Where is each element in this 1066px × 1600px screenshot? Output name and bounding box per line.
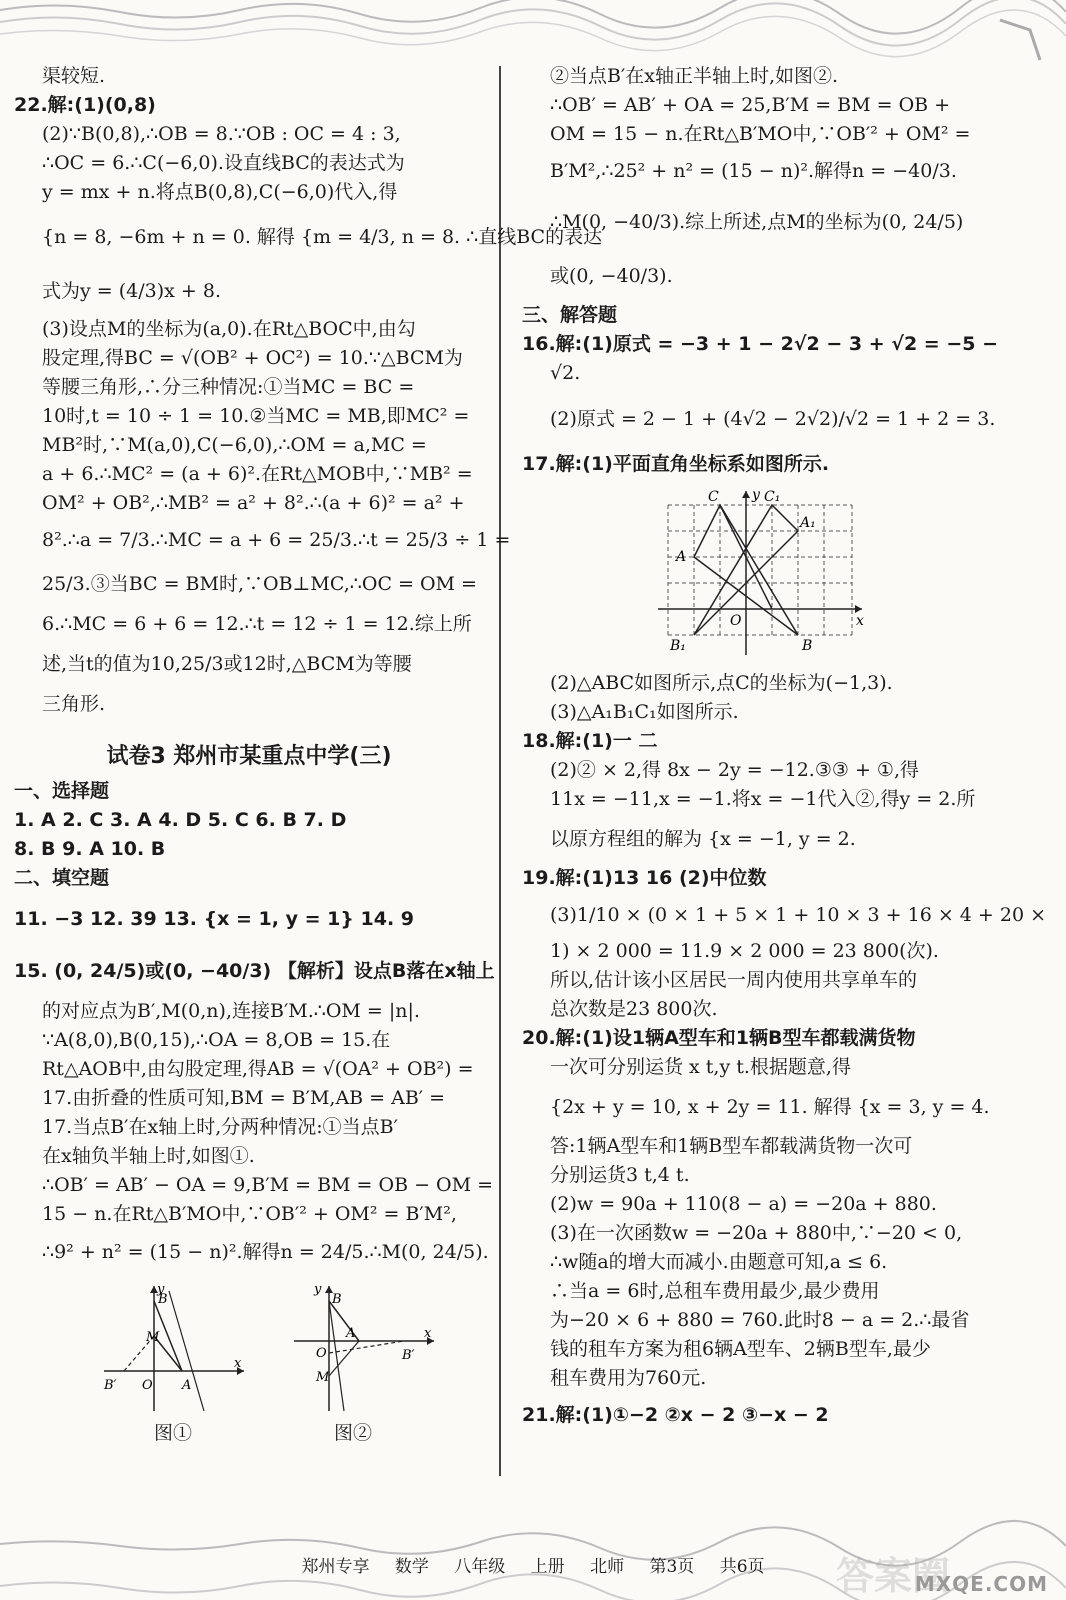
figures-row [14,1281,484,1451]
svg-text:C: C [708,489,719,505]
right-line-b2: (2)原式 = 2 − 1 + (4√2 − 2√2)/√2 = 1 + 2 = 3. [550,408,996,430]
left-line-12: a + 6.∴MC² = (a + 6)².在Rt△MOB中,∵MB² = [42,463,473,485]
left-line-7: (3)设点M的坐标为(a,0).在Rt△BOC中,由勾 [42,318,416,340]
svg-text:A₁: A₁ [800,515,816,531]
left-line-6: 式为y = (4/3)x + 8. [42,280,221,302]
test-title: 试卷3 郑州市某重点中学(三) [106,744,392,769]
footer-total: 共6页 [719,1557,765,1577]
right-line-b0: 16.解:(1)原式 = −3 + 1 − 2√2 − 3 + √2 = −5 − [522,333,999,355]
svg-text:x: x [234,1356,242,1371]
left-line-5: {n = 8, −6m + n = 0. 解得 {m = 4/3, n = 8. ∴直线BC的表达 [42,226,603,248]
right-line-a3: B′M²,∴25² + n² = (15 − n)².解得n = −40/3. [550,160,957,182]
right-line-c22: 租车费用为760元. [550,1367,707,1389]
svg-text:y: y [752,487,760,503]
right-line-c18: ∴w随a的增大而减小.由题意可知,a ≤ 6. [550,1251,888,1273]
solve-header: 三、解答题 [522,304,618,326]
figure-2-diagram [284,1281,444,1421]
left-line-14: 8².∴a = 7/3.∴MC = a + 6 = 25/3.∴t = 25/3 ÷ 1 = [42,529,511,551]
q15-line-9: ∴9² + n² = (15 − n)².解得n = 24/5.∴M(0, 24/5). [42,1241,489,1263]
right-line-c2: 18.解:(1)一 二 [522,730,658,752]
right-line-c12: 一次可分别运货 x t,y t.根据题意,得 [550,1056,851,1078]
fill-header: 二、填空题 [14,867,110,889]
left-line-16: 6.∴MC = 6 + 6 = 12.∴t = 12 ÷ 1 = 12.综上所 [42,613,472,635]
svg-text:O: O [316,1346,327,1361]
q15-line-5: 17.当点B′在x轴上时,分两种情况:①当点B′ [42,1116,398,1138]
left-line-9: 等腰三角形,∴分三种情况:①当MC = BC = [42,376,415,398]
right-line-b1: √2. [550,362,581,384]
right-line-c9: 所以,估计该小区居民一周内使用共享单车的 [550,969,918,991]
fill-row: 11. −3 12. 39 13. {x = 1, y = 1} 14. 9 [14,908,415,930]
figure-2-caption: 图② [334,1422,373,1444]
choice-row-2: 8. B 9. A 10. B [14,838,166,860]
right-line-a1: ∴OB′ = AB′ + OA = 25,B′M = BM = OB + [550,94,951,116]
svg-text:y: y [157,1282,165,1297]
left-line-8: 股定理,得BC = √(OB² + OC²) = 10.∵△BCM为 [42,347,463,369]
right-line-c5: 以原方程组的解为 {x = −1, y = 2. [550,828,856,850]
right-line-c4: 11x = −11,x = −1.将x = −1代入②,得y = 2.所 [550,788,976,810]
svg-text:x: x [424,1326,432,1341]
left-line-4: y = mx + n.将点B(0,8),C(−6,0)代入,得 [42,181,398,203]
right-line-c23: 21.解:(1)①−2 ②x − 2 ③−x − 2 [522,1404,829,1426]
right-line-c15: 分别运货3 t,4 t. [550,1164,690,1186]
right-line-c1: (3)△A₁B₁C₁如图所示. [550,701,739,723]
svg-text:A: A [182,1378,192,1393]
svg-text:B₁: B₁ [670,638,686,654]
right-line-a4: ∴M(0, −40/3).综上所述,点M的坐标为(0, 24/5) [550,211,964,233]
right-line-c6: 19.解:(1)13 16 (2)中位数 [522,867,767,889]
right-line-b3: 17.解:(1)平面直角坐标系如图所示. [522,453,830,475]
left-line-17: 述,当t的值为10,25/3或12时,△BCM为等腰 [42,653,412,675]
watermark-site: MXQE.COM [914,1572,1048,1596]
left-line-13: OM² + OB²,∴MB² = a² + 8².∴(a + 6)² = a² + [42,492,465,514]
left-line-11: MB²时,∵M(a,0),C(−6,0),∴OM = a,MC = [42,434,427,456]
svg-text:M: M [146,1330,160,1345]
q15-line-2: ∵A(8,0),B(0,15),∴OA = 8,OB = 15.在 [42,1029,391,1051]
q15-line-1: 的对应点为B′,M(0,n),连接B′M.∴OM = |n|. [42,1000,420,1022]
right-line-c13: {2x + y = 10, x + 2y = 11. 解得 {x = 3, y = 4. [550,1096,990,1118]
right-line-c21: 钱的租车方案为租6辆A型车、2辆B型车,最少 [550,1338,931,1360]
q15-line-4: 17.由折叠的性质可知,BM = B′M,AB = AB′ = [42,1087,446,1109]
q15-line-0: 15. (0, 24/5)或(0, −40/3) 【解析】设点B落在x轴上 [14,960,495,982]
right-line-c19: ∴当a = 6时,总租车费用最少,最少费用 [550,1280,880,1302]
top-decorative-border [0,0,1066,66]
right-line-c16: (2)w = 90a + 110(8 − a) = −20a + 880. [550,1193,937,1215]
right-line-c14: 答:1辆A型车和1辆B型车都载满货物一次可 [550,1135,913,1157]
footer-subject: 数学 [394,1557,429,1577]
right-line-c8: 1) × 2 000 = 11.9 × 2 000 = 23 800(次). [550,940,939,962]
svg-text:B: B [332,1292,342,1307]
left-line-1: 22.解:(1)(0,8) [14,94,156,116]
choice-header: 一、选择题 [14,780,110,802]
right-line-c20: 为−20 × 6 + 880 = 760.此时8 − a = 2.∴最省 [550,1309,970,1331]
footer-grade: 八年级 [454,1557,506,1577]
svg-text:y: y [314,1282,322,1297]
right-line-a2: OM = 15 − n.在Rt△B′MO中,∵OB′² + OM² = [550,123,971,145]
footer-term: 上册 [530,1557,565,1577]
right-line-c10: 总次数是23 800次. [550,998,718,1020]
left-line-0: 渠较短. [42,65,106,87]
coordinate-grid-figure [522,479,1052,669]
right-line-c3: (2)② × 2,得 8x − 2y = −12.③③ + ①,得 [550,759,919,781]
q15-line-7: ∴OB′ = AB′ − OA = 9,B′M = BM = OB − OM = [42,1174,494,1196]
footer-page: 第3页 [649,1557,695,1577]
svg-text:B: B [158,1292,168,1307]
svg-text:M: M [316,1370,330,1385]
q15-line-6: 在x轴负半轴上时,如图①. [42,1145,255,1167]
svg-text:A: A [346,1326,356,1341]
right-line-a0: ②当点B′在x轴正半轴上时,如图②. [550,65,839,87]
watermark-logo: 答案圈 [836,1554,951,1598]
figure-1-diagram [94,1281,254,1421]
svg-text:x: x [856,613,864,629]
choice-row-1: 1. A 2. C 3. A 4. D 5. C 6. B 7. D [14,809,347,831]
footer-region: 郑州专享 [301,1557,370,1577]
svg-text:B′: B′ [104,1378,117,1393]
coordinate-grid-diagram [652,485,872,665]
right-column [522,62,1052,1430]
left-line-3: ∴OC = 6.∴C(−6,0).设直线BC的表达式为 [42,152,405,174]
svg-text:O: O [142,1378,153,1393]
column-divider [499,66,501,1476]
svg-text:A: A [676,549,687,565]
left-line-2: (2)∵B(0,8),∴OB = 8.∵OB : OC = 4 : 3, [42,123,401,145]
figure-1-caption: 图① [154,1422,193,1444]
svg-text:C₁: C₁ [764,489,781,505]
left-line-15: 25/3.③当BC = BM时,∵OB⊥MC,∴OC = OM = [42,573,477,595]
right-line-c11: 20.解:(1)设1辆A型车和1辆B型车都载满货物 [522,1027,916,1049]
right-line-a5: 或(0, −40/3). [550,265,673,287]
footer-edition: 北师 [590,1557,625,1577]
svg-text:B′: B′ [402,1348,415,1363]
right-line-c17: (3)在一次函数w = −20a + 880中,∵−20 < 0, [550,1222,963,1244]
left-line-10: 10时,t = 10 ÷ 1 = 10.②当MC = MB,即MC² = [42,405,470,427]
left-line-18: 三角形. [42,693,106,715]
right-line-c0: (2)△ABC如图所示,点C的坐标为(−1,3). [550,672,893,694]
right-line-c7: (3)1/10 × (0 × 1 + 5 × 1 + 10 × 3 + 16 × 4 + 20 × [550,904,1047,926]
svg-text:O: O [730,613,742,629]
q15-line-8: 15 − n.在Rt△B′MO中,∵OB′² + OM² = B′M², [42,1203,457,1225]
q15-line-3: Rt△AOB中,由勾股定理,得AB = √(OA² + OB²) = [42,1058,474,1080]
svg-text:B: B [802,638,813,654]
